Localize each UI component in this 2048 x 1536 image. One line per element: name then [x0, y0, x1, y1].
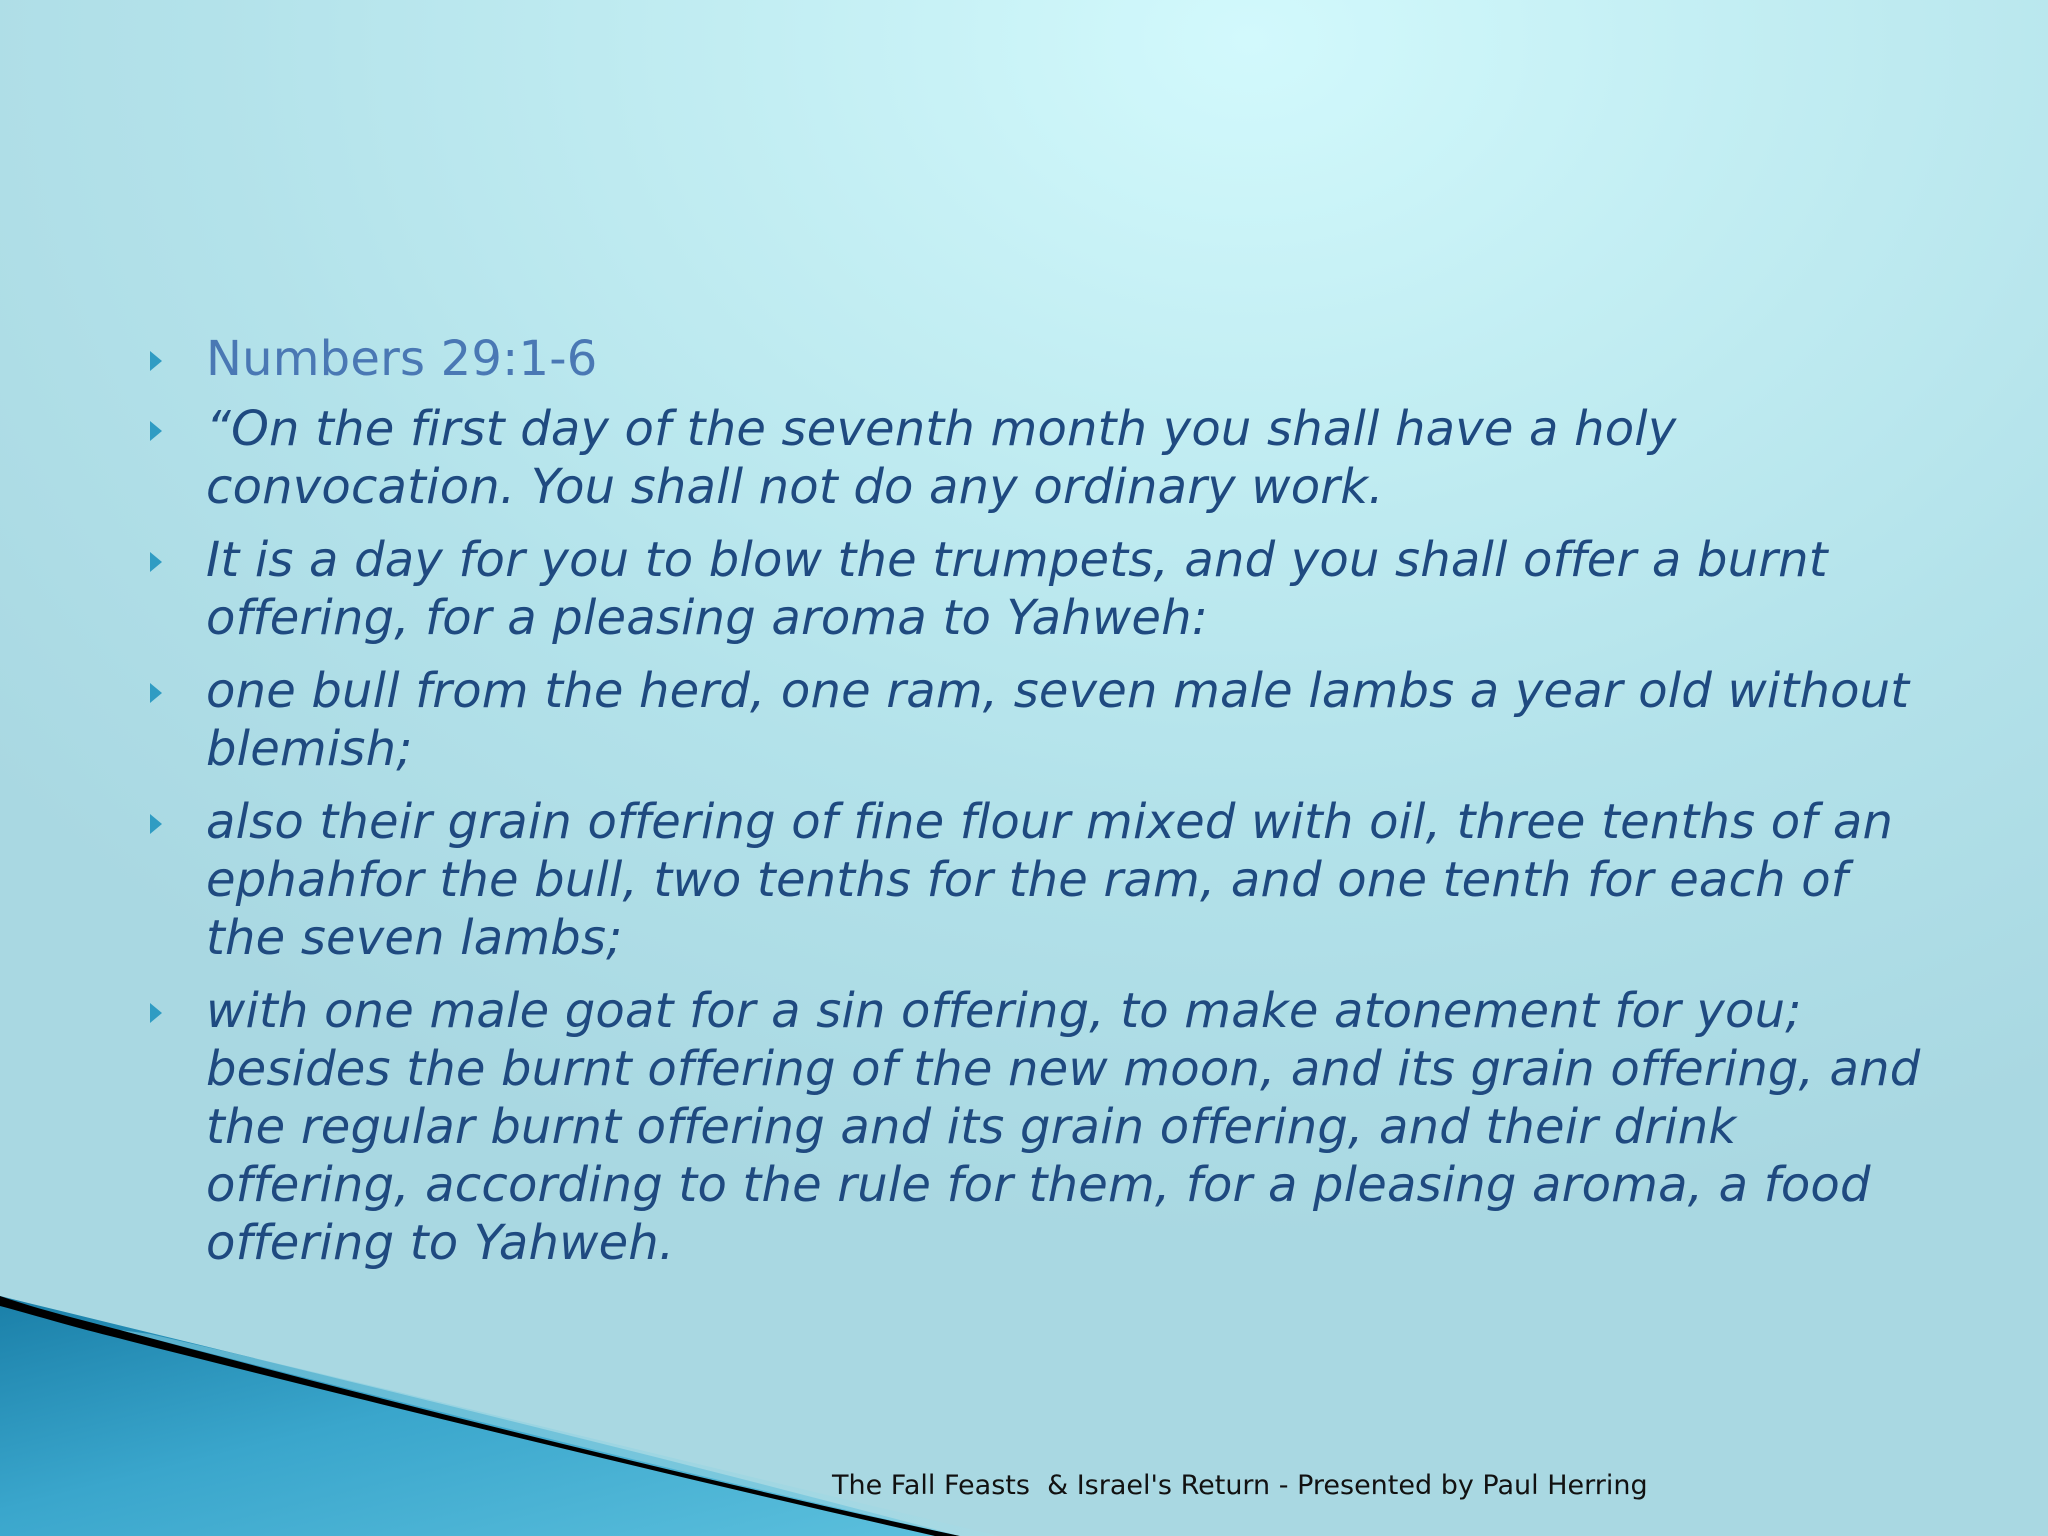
bullet-text: It is a day for you to blow the trumpets, and you shall offer a burnt offering, for a pleasing aroma to Yahweh: [206, 532, 1828, 646]
triangle-bullet-icon [150, 552, 162, 572]
triangle-bullet-icon [150, 351, 162, 371]
triangle-bullet-icon [150, 1003, 162, 1023]
bullet-text: Numbers 29:1-6 [206, 331, 598, 387]
bullet-item [140, 793, 1940, 967]
bullet-item [140, 662, 1940, 778]
bullet-text: “On the first day of the seventh month you shall have a holy convocation. You shall not do any ordinary work. [206, 401, 1677, 515]
bullet-text: one bull from the herd, one ram, seven male lambs a year old without blemish; [206, 663, 1910, 777]
bullet-text: also their grain offering of fine flour mixed with oil, three tenths of an ephahfor the bull, two tenths for the ram, and one tenth for each of the seven lambs; [206, 794, 1894, 966]
bullet-item [140, 400, 1940, 516]
bullet-item [140, 982, 1940, 1272]
bullet-list [140, 330, 1940, 1287]
footer-text: The Fall Feasts & Israel's Return - Presented by Paul Herring [832, 1470, 1648, 1501]
triangle-bullet-icon [150, 421, 162, 441]
triangle-bullet-icon [150, 683, 162, 703]
bullet-item [140, 531, 1940, 647]
bullet-item-reference [140, 330, 1940, 388]
triangle-bullet-icon [150, 814, 162, 834]
bullet-text: with one male goat for a sin offering, to make atonement for you; besides the burnt offering of the new moon, and its grain offering, and the regular burnt offering and its grain offering, and their drink offering, according to the rule for them, for a pleasing aroma, a food offering to Yahweh. [206, 983, 1921, 1271]
